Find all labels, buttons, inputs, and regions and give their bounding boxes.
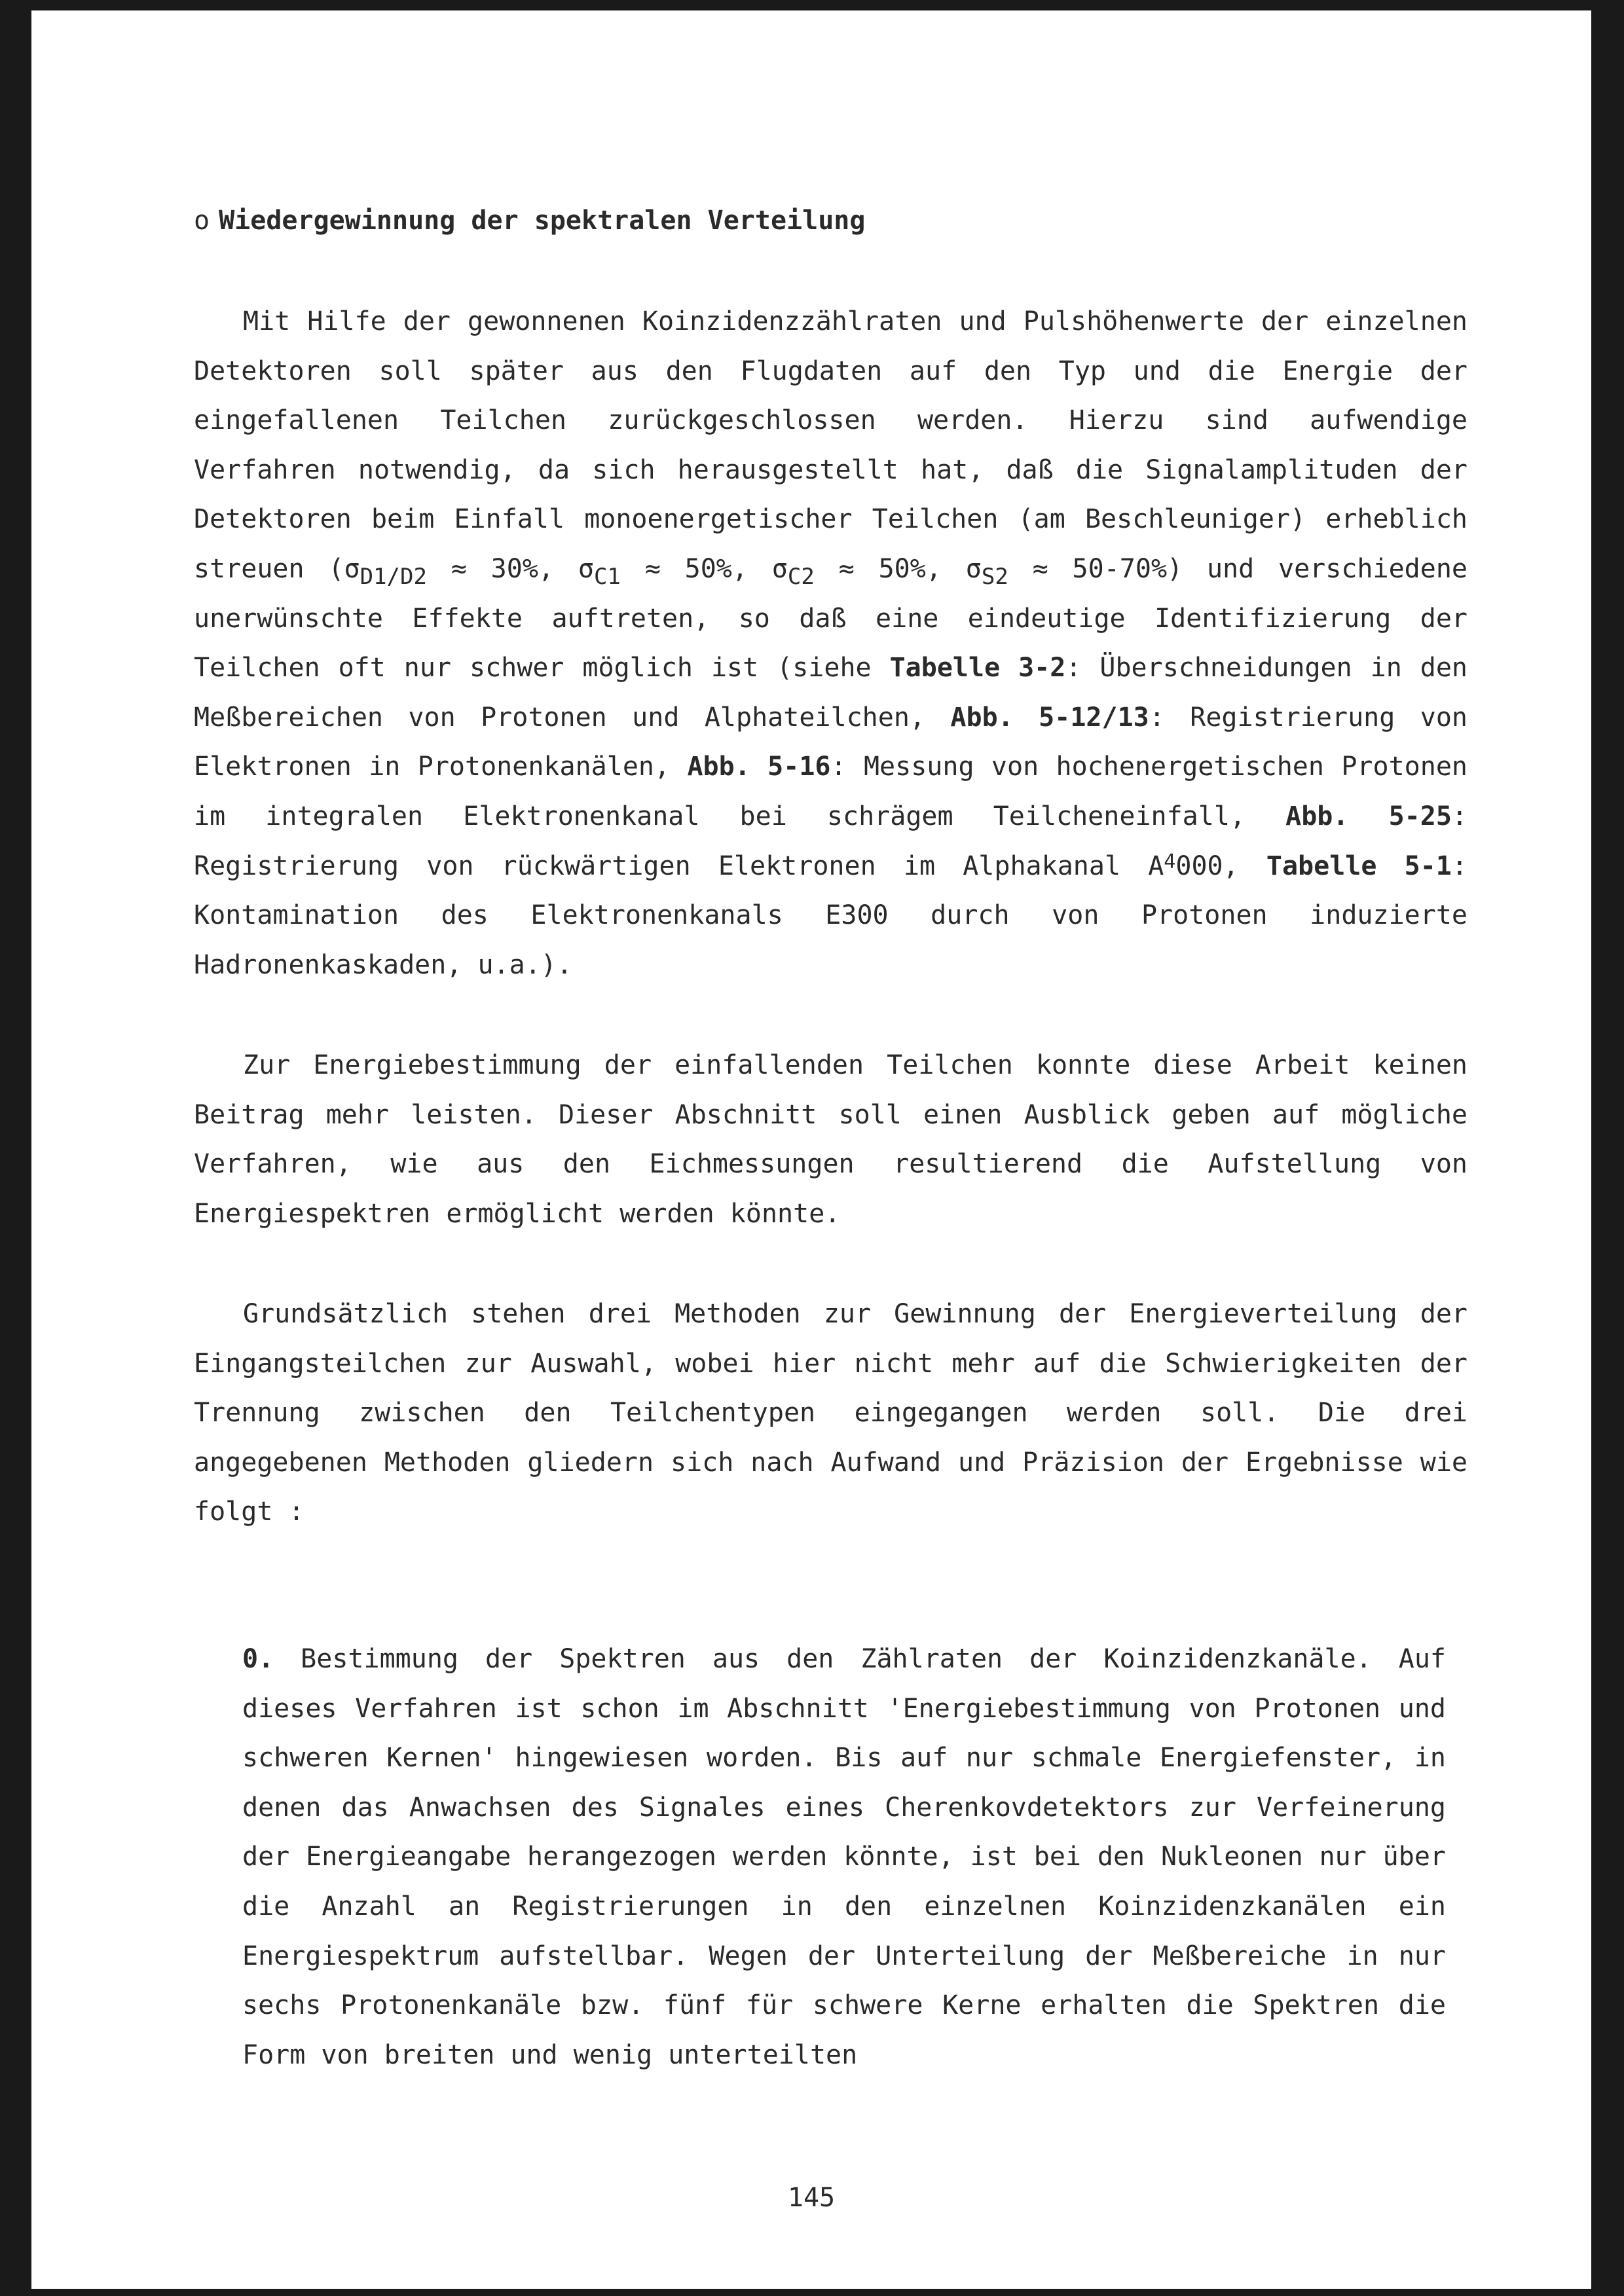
- paragraph-1: [194, 297, 1467, 990]
- heading-title: Wiedergewinnung der spektralen Verteilung: [219, 206, 866, 236]
- paragraph-3: Grundsätzlich stehen drei Methoden zur Gewinnung der Energieverteilung der Eingangsteilchen zur Auswahl, wobei hier nicht mehr auf die Schwierigkeiten der Trennung zwischen den Teilchentypen eingegangen werden soll. Die drei angegebenen Methoden gliedern sich nach Aufwand und Präzision der Ergebnisse wie folgt :: [194, 1299, 1467, 1527]
- p1-text-4: ≈ 50%, σ: [814, 553, 982, 584]
- page-number: 145: [787, 2183, 836, 2213]
- p1-text-7: : Registrierung von Elektronen in Protonenkanälen,: [194, 702, 1467, 782]
- list-item-0: [242, 1635, 1446, 2080]
- p1-text-11: : Kontamination des Elektronenkanals E300 durch von Protonen induzierte Hadronenkaskaden, u.a.).: [194, 850, 1467, 980]
- paragraph-2: Zur Energiebestimmung der einfallenden Teilchen konnte diese Arbeit keinen Beitrag mehr leisten. Dieser Abschnitt soll einen Ausblick geben auf mögliche Verfahren, wie aus den Eichmessungen resultierend die Aufstellung von Energiespektren ermöglicht werden könnte.: [194, 1050, 1467, 1229]
- heading-bullet: o: [194, 206, 210, 236]
- p1-subscript-d1d2: D1/D2: [360, 563, 427, 590]
- section-heading: [194, 206, 865, 236]
- p1-text-2: ≈ 30%, σ: [426, 553, 594, 584]
- p1-text-6: : Überschneidungen in den Meßbereichen von Protonen und Alphateilchen,: [194, 653, 1468, 733]
- list-item-number: 0.: [242, 1644, 274, 1674]
- p1-text-10: 000,: [1175, 850, 1266, 881]
- ref-abb-5-16: Abb. 5-16: [687, 752, 831, 782]
- p1-text-3: ≈ 50%, σ: [620, 553, 788, 584]
- ref-tabelle-5-1: Tabelle 5-1: [1266, 850, 1452, 881]
- p1-text-9: : Registrierung von rückwärtigen Elektronen im Alphakanal A: [194, 801, 1467, 881]
- p1-subscript-c2: C2: [787, 563, 815, 590]
- document-page: [31, 10, 1591, 2289]
- p1-text-5: ≈ 50-70%) und verschiedene unerwünschte Effekte auftreten, so daß eine eindeutige Identifizierung der Teilchen oft nur schwer möglich ist (siehe: [194, 553, 1468, 683]
- p1-text-8: : Messung von hochenergetischen Protonen im integralen Elektronenkanal bei schrägem Teilcheneinfall,: [194, 752, 1467, 831]
- ref-abb-5-25: Abb. 5-25: [1285, 801, 1452, 831]
- p1-subscript-s2: S2: [981, 563, 1008, 590]
- p1-subscript-c1: C1: [593, 563, 621, 590]
- ref-tabelle-3-2: Tabelle 3-2: [889, 653, 1066, 683]
- p1-text-1: Mit Hilfe der gewonnenen Koinzidenzzählraten und Pulshöhenwerte der einzelnen Detektoren soll später aus den Flugdaten auf den Typ und die Energie der eingefallenen Teilchen zurückgeschlossen werden. Hierzu sind aufwendige Verfahren notwendig, da sich herausgestellt hat, daß die Signalamplituden der Detektoren beim Einfall monoenergetischer Teilchen (am Beschleuniger) erheblich streuen (σ: [194, 306, 1467, 584]
- p1-superscript-4: 4: [1164, 850, 1176, 873]
- list-item-text: Bestimmung der Spektren aus den Zählraten der Koinzidenzkanäle. Auf dieses Verfahren ist schon im Abschnitt 'Energiebestimmung von Protonen und schweren Kernen' hingewiesen worden. Bis auf nur schmale Energiefenster, in denen das Anwachsen des Signales eines Cherenkovdetektors zur Verfeinerung der Energieangabe herangezogen werden könnte, ist bei den Nukleonen nur über die Anzahl an Registrierungen in den einzelnen Koinzidenzkanälen ein Energiespektrum aufstellbar. Wegen der Unterteilung der Meßbereiche in nur sechs Protonenkanäle bzw. fünf für schwere Kerne erhalten die Spektren die Form von breiten und wenig unterteilten: [242, 1644, 1446, 2070]
- ref-abb-5-12-13: Abb. 5-12/13: [950, 702, 1149, 733]
